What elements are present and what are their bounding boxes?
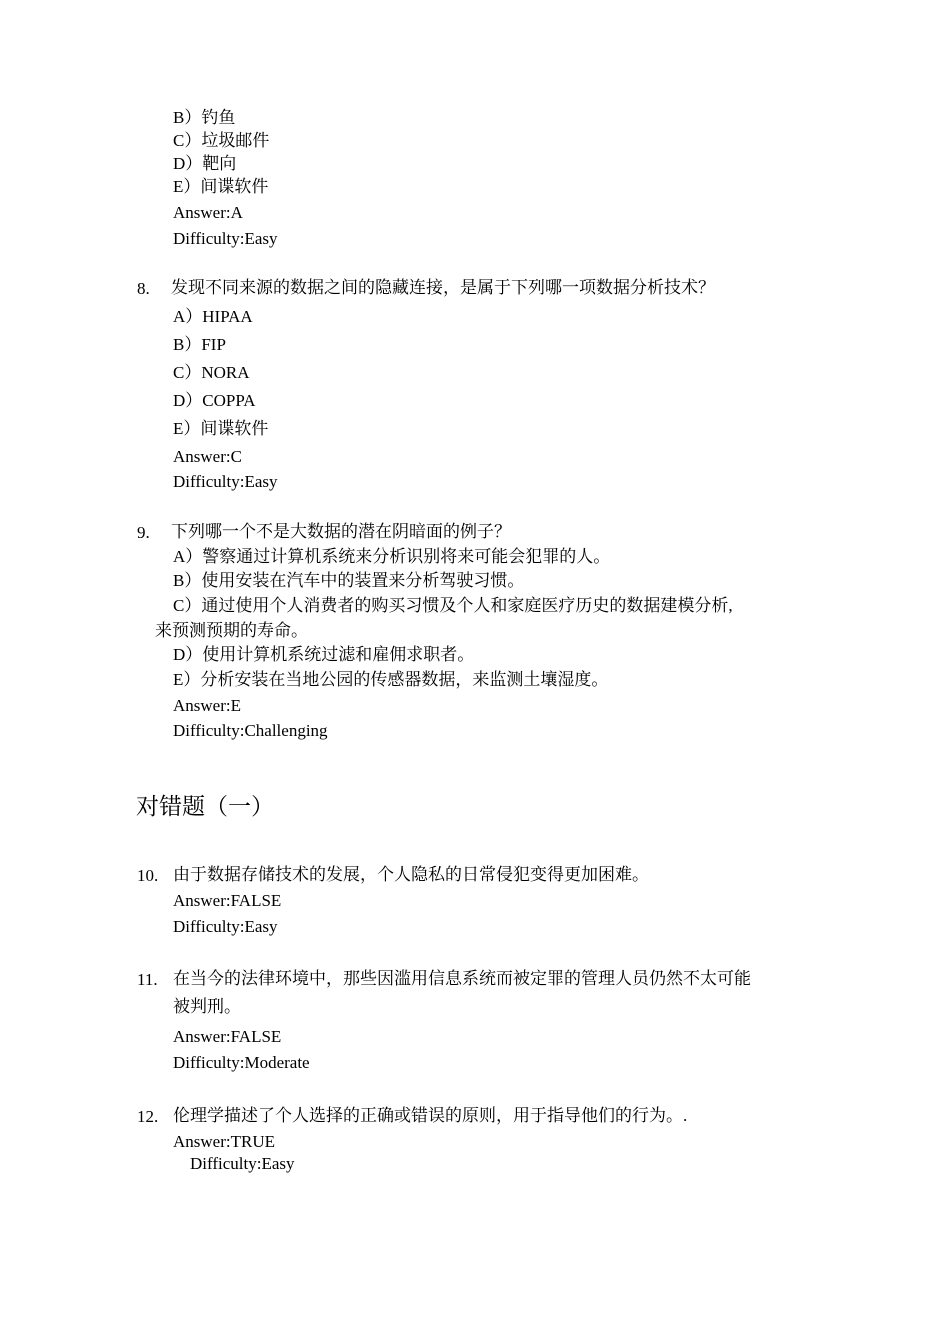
q7-option-b: B）钓鱼 bbox=[173, 108, 236, 127]
q11-answer: Answer:FALSE bbox=[173, 1027, 282, 1046]
q9-text: 下列哪一个不是大数据的潜在阴暗面的例子？ bbox=[171, 522, 511, 541]
q7-option-d: D）靶向 bbox=[173, 154, 237, 173]
q9-option-d: D）使用计算机系统过滤和雇佣求职者。 bbox=[173, 645, 475, 664]
q10-difficulty: Difficulty:Easy bbox=[173, 917, 278, 936]
q7-option-e: E）间谍软件 bbox=[173, 177, 269, 196]
q12-difficulty: Difficulty:Easy bbox=[190, 1154, 295, 1173]
q10-text: 由于数据存储技术的发展，个人隐私的日常侵犯变得更加困难。 bbox=[173, 865, 649, 884]
q8-number: 8. bbox=[137, 279, 150, 298]
q9-option-b: B）使用安装在汽车中的装置来分析驾驶习惯。 bbox=[173, 571, 525, 590]
q9-difficulty: Difficulty:Challenging bbox=[173, 721, 328, 740]
q8-option-a: A）HIPAA bbox=[173, 307, 253, 326]
q8-option-e: E）间谍软件 bbox=[173, 419, 269, 438]
q8-option-d: D）COPPA bbox=[173, 391, 256, 410]
q9-option-c: C）通过使用个人消费者的购买习惯及个人和家庭医疗历史的数据建模分析, bbox=[173, 596, 733, 615]
q8-answer: Answer:C bbox=[173, 447, 242, 466]
q8-option-b: B）FIP bbox=[173, 335, 226, 354]
section-heading: 对错题（一） bbox=[136, 794, 274, 819]
q7-option-c: C）垃圾邮件 bbox=[173, 131, 270, 150]
q11-text-line2: 被判刑。 bbox=[173, 997, 241, 1016]
q9-option-e: E）分析安装在当地公园的传感器数据，来监测土壤湿度。 bbox=[173, 670, 609, 689]
q12-answer: Answer:TRUE bbox=[173, 1132, 275, 1151]
q9-option-c-continued: 来预测预期的寿命。 bbox=[155, 621, 308, 640]
q11-difficulty: Difficulty:Moderate bbox=[173, 1053, 310, 1072]
q7-answer: Answer:A bbox=[173, 203, 243, 222]
q8-text: 发现不同来源的数据之间的隐藏连接，是属于下列哪一项数据分析技术？ bbox=[171, 278, 715, 297]
q12-number: 12. bbox=[137, 1107, 159, 1126]
q12-text: 伦理学描述了个人选择的正确或错误的原则，用于指导他们的行为。. bbox=[173, 1106, 688, 1125]
q9-option-a: A）警察通过计算机系统来分析识别将来可能会犯罪的人。 bbox=[173, 547, 611, 566]
q11-text-line1: 在当今的法律环境中，那些因滥用信息系统而被定罪的管理人员仍然不太可能 bbox=[173, 969, 751, 988]
q7-difficulty: Difficulty:Easy bbox=[173, 229, 278, 248]
q8-option-c: C）NORA bbox=[173, 363, 250, 382]
q10-answer: Answer:FALSE bbox=[173, 891, 282, 910]
q10-number: 10. bbox=[137, 866, 159, 885]
q9-number: 9. bbox=[137, 523, 150, 542]
q11-number: 11. bbox=[137, 970, 158, 989]
q9-answer: Answer:E bbox=[173, 696, 241, 715]
q8-difficulty: Difficulty:Easy bbox=[173, 472, 278, 491]
